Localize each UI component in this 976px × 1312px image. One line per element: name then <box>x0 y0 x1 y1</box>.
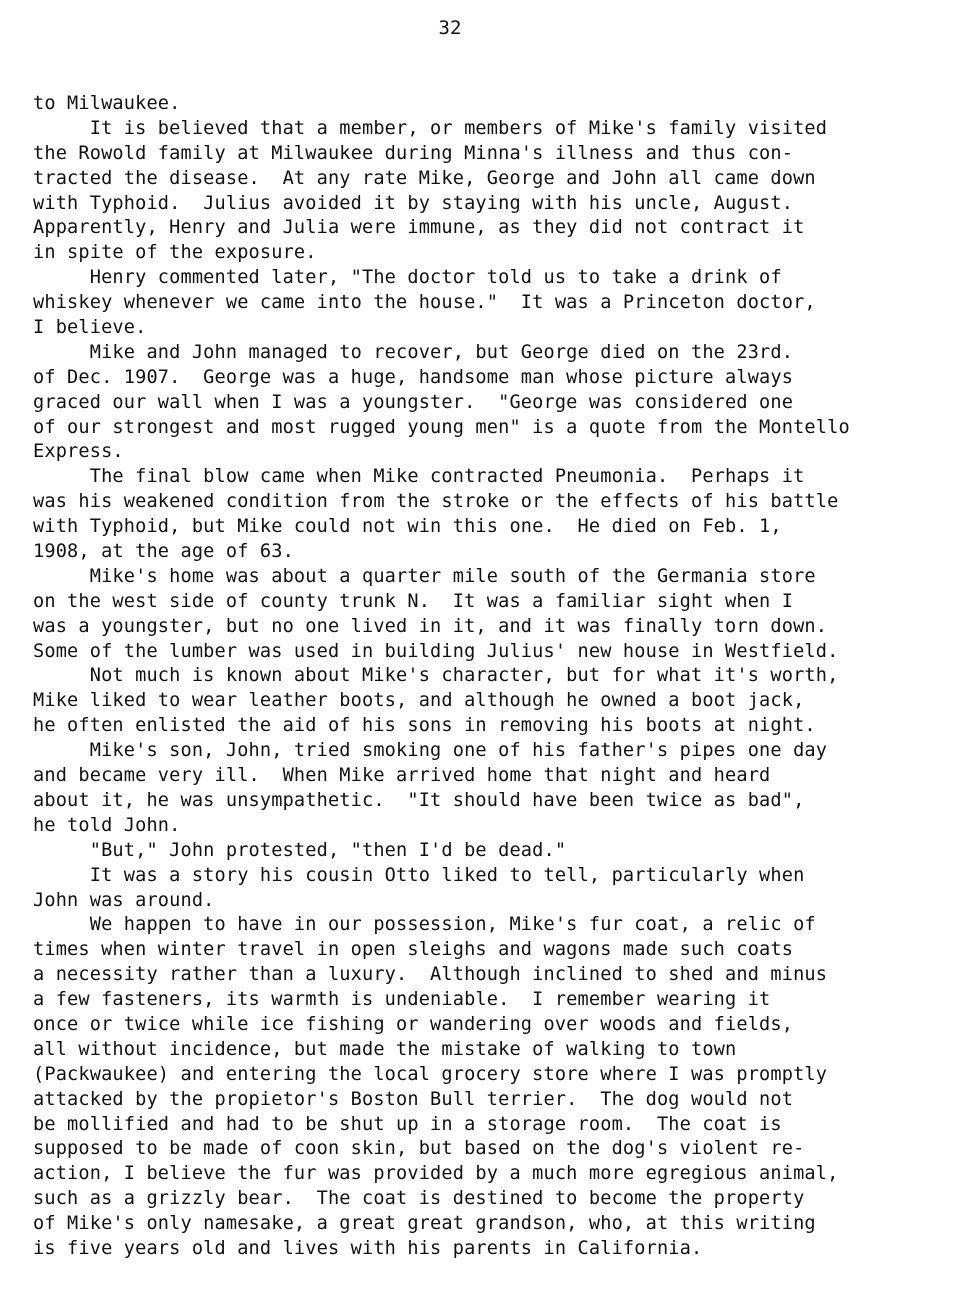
text-line: Apparently, Henry and Julia were immune, as they did not contract it <box>33 217 805 239</box>
body-text <box>33 92 963 1262</box>
page-number: 32 <box>438 17 462 39</box>
text-line: We happen to have in our possession, Mike's fur coat, a relic of <box>33 914 816 936</box>
text-line: the Rowold family at Milwaukee during Minna's illness and thus con- <box>33 142 794 164</box>
text-line: Express. <box>33 441 124 463</box>
text-line: Mike's son, John, tried smoking one of his father's pipes one day <box>33 740 828 762</box>
text-line: be mollified and had to be shut up in a storage room. The coat is <box>33 1113 782 1135</box>
text-line: was a youngster, but no one lived in it, and it was finally torn down. <box>33 615 828 637</box>
text-line: "But," John protested, "then I'd be dead." <box>33 839 567 861</box>
text-line: all without incidence, but made the mistake of walking to town <box>33 1038 737 1060</box>
text-line: graced our wall when I was a youngster. "George was considered one <box>33 391 794 413</box>
text-line: is five years old and lives with his parents in California. <box>33 1237 703 1259</box>
text-line: whiskey whenever we came into the house." It was a Princeton doctor, <box>33 292 816 314</box>
text-line: It is believed that a member, or members of Mike's family visited <box>33 117 828 139</box>
text-line: 1908, at the age of 63. <box>33 541 294 563</box>
text-line: attacked by the propietor's Boston Bull terrier. The dog would not <box>33 1088 794 1110</box>
text-line: Mike's home was about a quarter mile south of the Germania store <box>33 565 816 587</box>
text-line: Some of the lumber was used in building Julius' new house in Westfield. <box>33 640 839 662</box>
text-line: Henry commented later, "The doctor told us to take a drink of <box>33 267 782 289</box>
text-line: (Packwaukee) and entering the local grocery store where I was promptly <box>33 1063 828 1085</box>
text-line: a necessity rather than a luxury. Although inclined to shed and minus <box>33 964 828 986</box>
text-line: action, I believe the fur was provided by a much more egregious animal, <box>33 1163 839 1185</box>
text-line: Mike and John managed to recover, but George died on the 23rd. <box>33 341 794 363</box>
text-line: with Typhoid. Julius avoided it by staying with his uncle, August. <box>33 192 794 214</box>
text-line: Not much is known about Mike's character, but for what it's worth, <box>33 665 839 687</box>
text-line: tracted the disease. At any rate Mike, George and John all came down <box>33 167 816 189</box>
text-line: of Dec. 1907. George was a huge, handsome man whose picture always <box>33 366 794 388</box>
text-line: he told John. <box>33 814 181 836</box>
text-line: about it, he was unsympathetic. "It should have been twice as bad", <box>33 789 805 811</box>
text-line: I believe. <box>33 317 147 339</box>
text-line: of Mike's only namesake, a great great grandson, who, at this writing <box>33 1213 816 1235</box>
text-line: once or twice while ice fishing or wandering over woods and fields, <box>33 1013 794 1035</box>
text-line: It was a story his cousin Otto liked to tell, particularly when <box>33 864 805 886</box>
text-line: John was around. <box>33 889 215 911</box>
text-line: The final blow came when Mike contracted Pneumonia. Perhaps it <box>33 466 805 488</box>
text-line: supposed to be made of coon skin, but based on the dog's violent re- <box>33 1138 805 1160</box>
text-line: with Typhoid, but Mike could not win this one. He died on Feb. 1, <box>33 516 782 538</box>
text-line: of our strongest and most rugged young men" is a quote from the Montello <box>33 416 850 438</box>
text-line: to Milwaukee. <box>33 93 181 114</box>
text-line: times when winter travel in open sleighs and wagons made such coats <box>33 939 794 961</box>
text-line: he often enlisted the aid of his sons in removing his boots at night. <box>33 715 816 737</box>
text-line: such as a grizzly bear. The coat is destined to become the property <box>33 1188 805 1210</box>
text-line: was his weakened condition from the stroke or the effects of his battle <box>33 491 839 513</box>
text-line: in spite of the exposure. <box>33 242 317 264</box>
text-line: and became very ill. When Mike arrived home that night and heard <box>33 765 771 787</box>
text-line: on the west side of county trunk N. It was a familiar sight when I <box>33 590 794 612</box>
text-line: Mike liked to wear leather boots, and although he owned a boot jack, <box>33 690 805 712</box>
text-line: a few fasteners, its warmth is undeniable. I remember wearing it <box>33 989 771 1011</box>
